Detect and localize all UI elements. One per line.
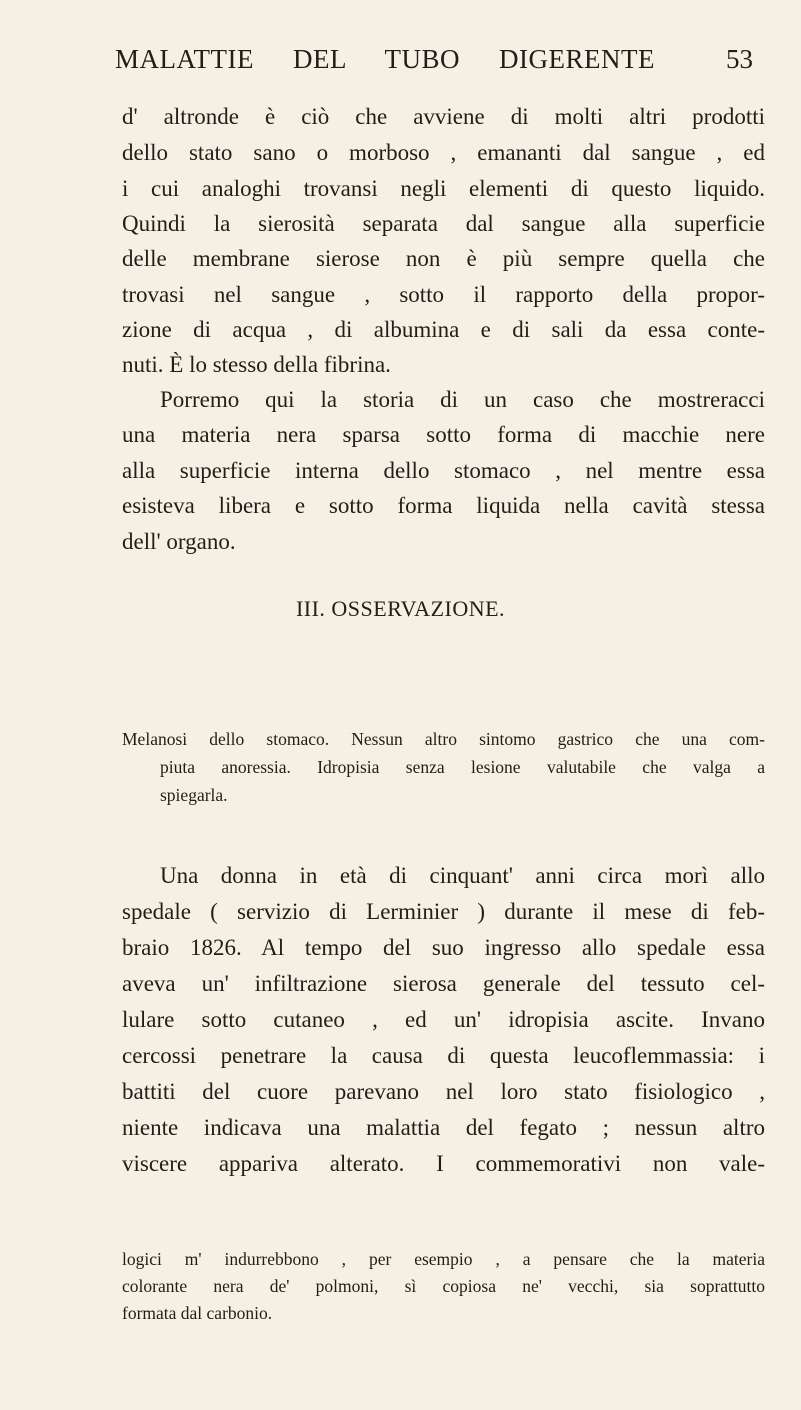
text-line: dell' organo. <box>122 529 236 554</box>
text-line: formata dal carbonio. <box>122 1303 273 1323</box>
text-line: nuti. È lo stesso della fibrina. <box>122 352 391 377</box>
text-line: niente indicava una malattia del fegato ; nessun altro <box>122 1115 765 1140</box>
text-line: i cui analoghi trovansi negli elementi di questo liquido. <box>122 176 765 201</box>
text-line: spedale ( servizio di Lerminier ) durante il mese di feb- <box>122 899 765 924</box>
text-line: dello stato sano o morboso , emananti dal sangue , ed <box>122 140 765 165</box>
text-line: d' altronde è ciò che avviene di molti altri prodotti <box>122 104 765 129</box>
text-line: Melanosi dello stomaco. Nessun altro sintomo gastrico che una com- <box>122 729 765 749</box>
text-line: Quindi la sierosità separata dal sangue alla superficie <box>122 211 765 236</box>
text-line: trovasi nel sangue , sotto il rapporto della propor- <box>122 282 765 307</box>
text-line: esisteva libera e sotto forma liquida nella cavità stessa <box>122 493 765 518</box>
text-line: spiegarla. <box>160 785 228 805</box>
text-line: colorante nera de' polmoni, sì copiosa ne' vecchi, sia soprattutto <box>122 1276 765 1296</box>
text-line: lulare sotto cutaneo , ed un' idropisia ascite. Invano <box>122 1007 765 1032</box>
text-line: Porremo qui la storia di un caso che mostreracci <box>160 387 765 412</box>
text-line: logici m' indurrebbono , per esempio , a pensare che la materia <box>122 1249 765 1269</box>
text-line: piuta anoressia. Idropisia senza lesione valutabile che valga a <box>160 757 765 777</box>
text-line: Una donna in età di cinquant' anni circa morì allo <box>160 863 765 888</box>
text-line: aveva un' infiltrazione sierosa generale del tessuto cel- <box>122 971 765 996</box>
text-line: alla superficie interna dello stomaco , nel mentre essa <box>122 458 765 483</box>
text-line: delle membrane sierose non è più sempre quella che <box>122 246 765 271</box>
section-title: III. OSSERVAZIONE. <box>295 596 506 621</box>
running-title: MALATTIE DEL TUBO DIGERENTE <box>115 44 655 74</box>
page-number: 53 <box>726 44 753 74</box>
text-line: braio 1826. Al tempo del suo ingresso allo spedale essa <box>122 935 765 960</box>
text-line: una materia nera sparsa sotto forma di macchie nere <box>122 422 765 447</box>
text-line: zione di acqua , di albumina e di sali da essa conte- <box>122 317 765 342</box>
text-line: battiti del cuore parevano nel loro stato fisiologico , <box>122 1079 765 1104</box>
text-line: cercossi penetrare la causa di questa leucoflemmassia: i <box>122 1043 765 1068</box>
text-line: viscere appariva alterato. I commemorativi non vale- <box>122 1151 765 1176</box>
